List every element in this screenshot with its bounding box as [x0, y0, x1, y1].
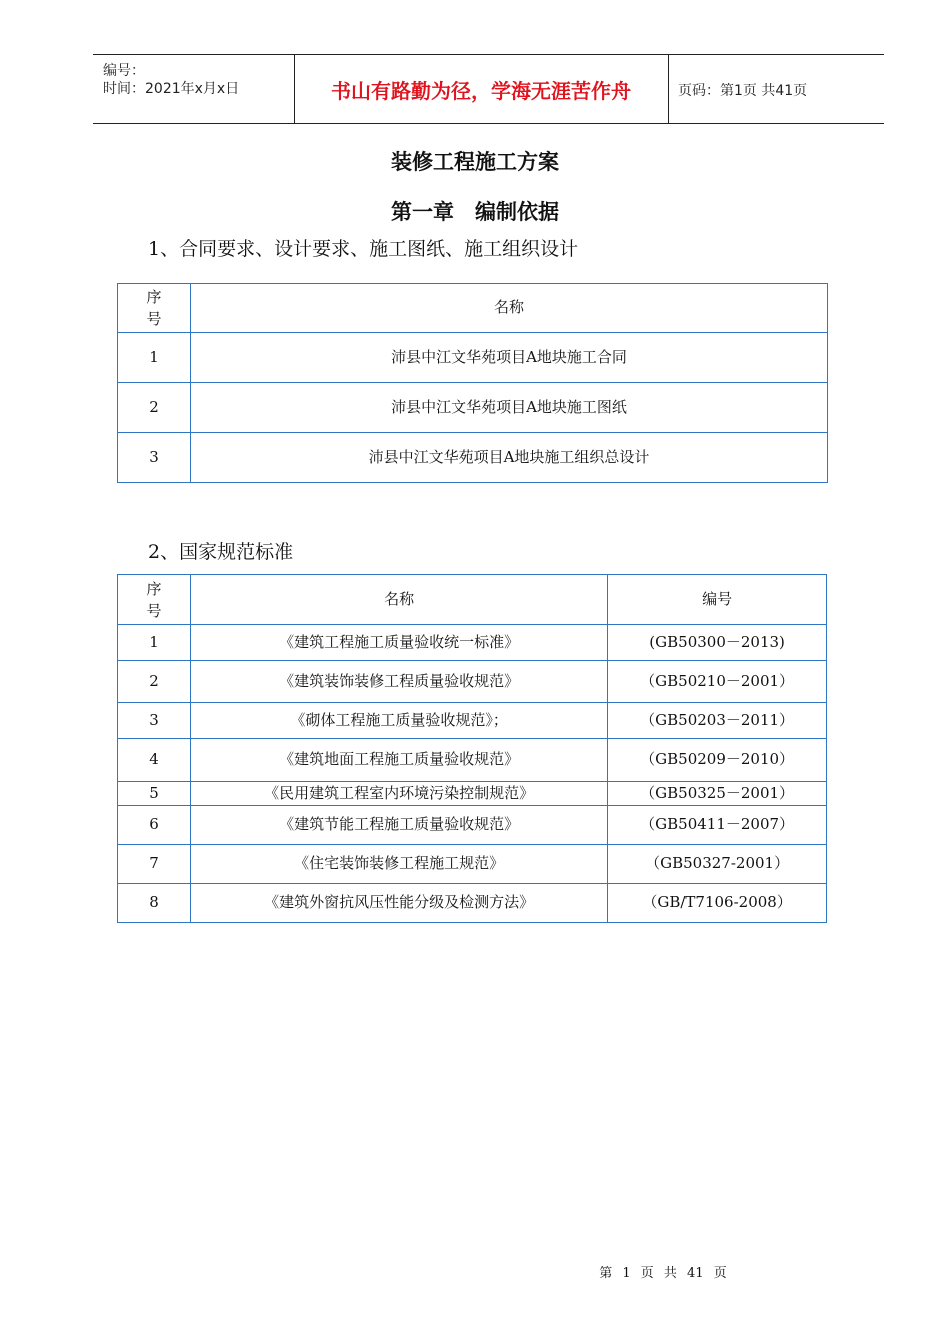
row-code: （GB50209－2010） — [608, 739, 827, 782]
column-header-code: 编号 — [608, 575, 827, 625]
table-row — [118, 383, 828, 433]
row-serial: 3 — [118, 703, 191, 739]
section2-heading: 2、国家规范标准 — [148, 541, 294, 563]
header-page-cell — [668, 55, 884, 123]
row-name: 《建筑外窗抗风压性能分级及检测方法》 — [190, 884, 607, 923]
header-meta-cell — [93, 55, 295, 123]
row-name: 《建筑地面工程施工质量验收规范》 — [190, 739, 607, 782]
table-row — [118, 625, 827, 661]
row-serial: 7 — [118, 845, 191, 884]
row-code: （GB50327-2001） — [608, 845, 827, 884]
row-name: 沛县中江文华苑项目A地块施工组织总设计 — [190, 433, 827, 483]
header-motto-cell — [294, 55, 669, 123]
row-serial: 4 — [118, 739, 191, 782]
row-serial: 8 — [118, 884, 191, 923]
row-serial: 2 — [118, 661, 191, 703]
row-name: 《建筑节能工程施工质量验收规范》 — [190, 806, 607, 845]
table-row — [118, 433, 828, 483]
header-motto: 书山有路勤为径，学海无涯苦作舟 — [331, 79, 631, 103]
column-header-name: 名称 — [190, 284, 827, 333]
table-row — [118, 884, 827, 923]
table-header-row — [118, 575, 827, 625]
row-code: （GB50210－2001） — [608, 661, 827, 703]
document-time-label: 时间：2021年x月x日 — [103, 81, 240, 97]
row-code: （GB50411－2007） — [608, 806, 827, 845]
row-code: （GB50203－2011） — [608, 703, 827, 739]
column-header-serial: 序号 — [118, 284, 191, 333]
page-header — [93, 54, 884, 124]
row-name: 《住宅装饰装修工程施工规范》 — [190, 845, 607, 884]
row-name: 沛县中江文华苑项目A地块施工图纸 — [190, 383, 827, 433]
row-serial: 1 — [118, 625, 191, 661]
row-name: 沛县中江文华苑项目A地块施工合同 — [190, 333, 827, 383]
row-code: （GB50325－2001） — [608, 782, 827, 806]
row-code: （GB/T7106-2008） — [608, 884, 827, 923]
header-page-info: 页码：第1页 共41页 — [678, 83, 808, 99]
section1-heading: 1、合同要求、设计要求、施工图纸、施工组织设计 — [148, 238, 579, 260]
row-serial: 1 — [118, 333, 191, 383]
row-name: 《民用建筑工程室内环境污染控制规范》 — [190, 782, 607, 806]
table-row — [118, 739, 827, 782]
row-serial: 3 — [118, 433, 191, 483]
page-footer: 第 1 页 共 41 页 — [599, 1266, 727, 1281]
column-header-name: 名称 — [190, 575, 607, 625]
column-header-serial: 序号 — [118, 575, 191, 625]
row-serial: 2 — [118, 383, 191, 433]
chapter-title: 第一章 编制依据 — [391, 199, 559, 224]
document-title: 装修工程施工方案 — [391, 149, 559, 174]
table-row — [118, 845, 827, 884]
contract-basis-table — [117, 283, 828, 483]
table-row — [118, 333, 828, 383]
row-name: 《砌体工程施工质量验收规范》； — [190, 703, 607, 739]
row-serial: 6 — [118, 806, 191, 845]
table-header-row — [118, 284, 828, 333]
row-code: (GB50300－2013) — [608, 625, 827, 661]
table-row — [118, 782, 827, 806]
national-standards-table — [117, 574, 827, 923]
row-name: 《建筑工程施工质量验收统一标准》 — [190, 625, 607, 661]
table-row — [118, 806, 827, 845]
document-number-label: 编号： — [103, 63, 145, 79]
row-serial: 5 — [118, 782, 191, 806]
table-row — [118, 661, 827, 703]
table-row — [118, 703, 827, 739]
row-name: 《建筑装饰装修工程质量验收规范》 — [190, 661, 607, 703]
